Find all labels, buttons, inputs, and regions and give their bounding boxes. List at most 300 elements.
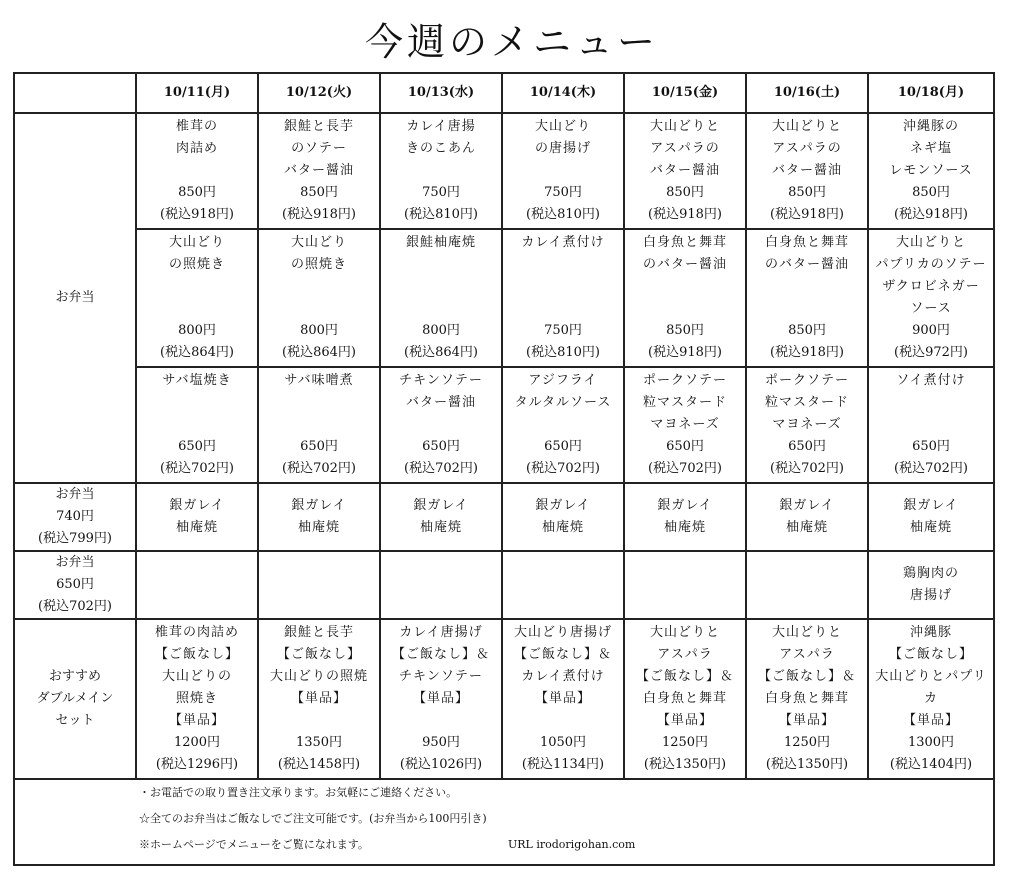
dish-name (758, 622, 856, 732)
price-with-tax: (税込702円) (526, 461, 600, 476)
price-block (160, 182, 234, 226)
day-header: 10/14(木) (502, 73, 624, 113)
dish-name-line: アスパラの (772, 141, 842, 156)
dish-name (176, 116, 218, 160)
menu-cell (746, 483, 868, 551)
price: 850円 (666, 185, 704, 200)
dish-name-line: マヨネーズ (650, 417, 720, 432)
dish-name-line: のソテー (291, 141, 347, 156)
menu-item (625, 114, 745, 228)
dish-name-line: の唐揚げ (534, 141, 591, 156)
dish-name (514, 622, 612, 710)
dish-name-line: 柚庵焼 (663, 520, 706, 535)
dish-name-line: のバター醤油 (642, 257, 727, 272)
dish-name-line: 銀鮭柚庵焼 (405, 235, 476, 250)
price-block (522, 732, 604, 776)
dish-name (169, 232, 225, 276)
dish-name-line: 肉詰め (175, 141, 218, 156)
menu-cell (868, 229, 994, 367)
price: 1300円 (907, 735, 955, 750)
website-url: URL irodorigohan.com (508, 838, 636, 851)
dish-name-line: 白身魚と舞茸 (764, 691, 849, 706)
price: 850円 (788, 185, 826, 200)
dish-name-line: 大山どり (534, 119, 591, 134)
dish-name-line: レモンソース (889, 163, 973, 178)
note-text: ☆全てのお弁当はご飯なしでご注文可能です。(お弁当から100円引き) (139, 812, 487, 825)
page-title: 今週のメニュー (364, 20, 659, 64)
dish-name-line: 粒マスタード (764, 395, 849, 410)
dish-name-line: サバ塩焼き (162, 373, 232, 388)
price-with-tax: (税込864円) (404, 345, 478, 360)
menu-cell (746, 619, 868, 779)
menu-cell (258, 113, 380, 229)
dish-name-line: 【ご飯なし】 (888, 647, 973, 662)
price-block (282, 320, 356, 364)
dish-name-line: 椎茸の肉詰め (154, 625, 239, 640)
price: 650円 (788, 439, 826, 454)
price-with-tax: (税込1134円) (521, 757, 605, 772)
bento-label: お弁当 (14, 113, 136, 483)
dish-name-line: 大山どり (290, 235, 347, 250)
menu-cell (868, 367, 994, 483)
day-header: 10/11(月) (136, 73, 258, 113)
menu-cell (380, 483, 502, 551)
menu-item (625, 230, 745, 366)
menu-item (869, 620, 993, 778)
price-block (766, 732, 848, 776)
dish-name (765, 232, 849, 276)
price-block (282, 182, 356, 226)
menu-item (381, 368, 501, 482)
dish-name-line: の照焼き (168, 257, 225, 272)
menu-item (747, 114, 867, 228)
dish-name-line: 白身魚と舞茸 (642, 691, 727, 706)
double-main-label-line: おすすめ (48, 669, 102, 684)
special-label-line: (税込702円) (38, 599, 112, 614)
day-header: 10/15(金) (624, 73, 746, 113)
menu-cell (380, 367, 502, 483)
menu-item (503, 620, 623, 778)
price: 1350円 (295, 735, 343, 750)
dish-name-line: 銀ガレイ (413, 498, 469, 513)
dish-name-line: 柚庵焼 (785, 520, 828, 535)
dish-name-line: チキンソテー (399, 373, 483, 388)
dish-name-line: ポークソテー (642, 373, 727, 388)
dish-name (399, 370, 483, 414)
dish-name (284, 116, 354, 182)
dish-name-line: カレイ煮付け (521, 669, 605, 684)
dish-name (643, 232, 727, 276)
menu-cell (258, 367, 380, 483)
menu-cell (624, 483, 746, 551)
header-row (14, 73, 994, 113)
price-block (894, 320, 968, 364)
menu-item (747, 230, 867, 366)
menu-cell (746, 113, 868, 229)
menu-item (869, 368, 993, 482)
price-with-tax: (税込1404円) (889, 757, 973, 772)
dish-name (889, 116, 972, 182)
price-block (770, 436, 844, 480)
price-block (770, 320, 844, 364)
price: 1250円 (661, 735, 709, 750)
dish-name-line: 鶏胸肉の (902, 566, 959, 581)
price-with-tax: (税込702円) (404, 461, 478, 476)
dish-name-line: 唐揚げ (909, 588, 952, 603)
menu-item (625, 620, 745, 778)
dish-name-line: タルタルソース (514, 395, 612, 410)
dish-name-line: 銀ガレイ (535, 498, 591, 513)
price: 750円 (544, 185, 582, 200)
menu-cell (380, 551, 502, 619)
price-block (156, 732, 238, 776)
price-with-tax: (税込810円) (526, 345, 600, 360)
dish-name (521, 232, 604, 254)
special-row (14, 551, 994, 619)
note-line (15, 806, 993, 832)
dish-name-line: ポークソテー (764, 373, 849, 388)
price: 850円 (788, 323, 826, 338)
price-with-tax: (税込702円) (160, 461, 234, 476)
special-row (14, 483, 994, 551)
dish-name-line: バター醤油 (649, 163, 720, 178)
dish-name (155, 622, 239, 732)
price: 650円 (912, 439, 950, 454)
price-with-tax: (税込918円) (770, 207, 844, 222)
dish-name-line: カ (923, 691, 938, 706)
dish-name-line: 銀ガレイ (291, 498, 347, 513)
dish-name-line: の照焼き (290, 257, 347, 272)
note-text: ・お電話での取り置き注文承ります。お気軽にご連絡ください。 (139, 786, 458, 799)
price-block (526, 320, 600, 364)
menu-cell (136, 113, 258, 229)
dish-name-line: 大山どり唐揚げ (513, 625, 612, 640)
price: 1250円 (783, 735, 831, 750)
dish-name-line: 大山どりと (771, 119, 842, 134)
dish-name-line: 【ご飯なし】＆ (757, 669, 856, 684)
special-label-line: 650円 (56, 577, 94, 592)
weekly-menu-table (13, 72, 995, 866)
dish-name-line: 【ご飯なし】＆ (513, 647, 612, 662)
dish-name-line: 沖縄豚の (902, 119, 959, 134)
dish-name-line: 柚庵焼 (541, 520, 584, 535)
double-main-label-line: セット (55, 713, 95, 728)
menu-cell (868, 483, 994, 551)
dish-name-line: カレイ唐揚げ (399, 625, 483, 640)
dish-name (406, 232, 476, 254)
special-label-line: (税込799円) (38, 531, 112, 546)
dish-name-line: 【ご飯なし】＆ (391, 647, 490, 662)
notes-row (14, 779, 994, 865)
menu-item (259, 368, 379, 482)
dish-name-line: 【ご飯なし】 (154, 647, 239, 662)
menu-item (747, 368, 867, 482)
menu-cell (136, 367, 258, 483)
dish-name-line: 銀ガレイ (169, 498, 225, 513)
menu-cell (624, 619, 746, 779)
menu-cell (258, 551, 380, 619)
menu-item (503, 368, 623, 482)
dish-name-line: 柚庵焼 (175, 520, 218, 535)
price-with-tax: (税込702円) (282, 461, 356, 476)
menu-item (259, 114, 379, 228)
dish-name-line: パプリカのソテー (875, 257, 987, 272)
dish-name-line: 【単品】 (290, 691, 347, 706)
price: 850円 (178, 185, 216, 200)
price-with-tax: (税込1350円) (643, 757, 727, 772)
menu-cell (380, 229, 502, 367)
dish-name-line: 銀ガレイ (779, 498, 835, 513)
dish-name (535, 116, 591, 160)
price: 800円 (178, 323, 216, 338)
dish-name-line: 銀ガレイ (903, 498, 959, 513)
dish-name-line: 【ご飯なし】＆ (635, 669, 734, 684)
menu-item (259, 230, 379, 366)
menu-cell (380, 113, 502, 229)
dish-name-line: 銀ガレイ (657, 498, 713, 513)
dish-name-line: アスパラの (650, 141, 720, 156)
menu-cell (136, 483, 258, 551)
dish-name (392, 622, 490, 710)
price-block (894, 182, 968, 226)
price-block (400, 732, 482, 776)
menu-cell (624, 113, 746, 229)
dish-name-line: 粒マスタード (642, 395, 727, 410)
dish-name-line: 白身魚と舞茸 (764, 235, 849, 250)
price-with-tax: (税込1350円) (765, 757, 849, 772)
menu-item (625, 368, 745, 482)
note-line (15, 832, 993, 858)
dish-name (875, 232, 986, 320)
dish-name-line: サバ味噌煮 (284, 373, 354, 388)
dish-name-line: 大山どりと (649, 119, 720, 134)
dish-name (643, 370, 727, 436)
price-block (644, 732, 726, 776)
dish-name-line: バター醤油 (405, 395, 476, 410)
note-line (15, 780, 993, 806)
menu-item (869, 230, 993, 366)
dish-name-line: 柚庵焼 (297, 520, 340, 535)
menu-cell (746, 229, 868, 367)
day-header: 10/12(火) (258, 73, 380, 113)
price-with-tax: (税込918円) (894, 207, 968, 222)
price: 750円 (544, 323, 582, 338)
price-block (278, 732, 360, 776)
dish-name-line: 銀鮭と長芋 (283, 119, 354, 134)
dish-name-line: カレイ唐揚 (406, 119, 476, 134)
menu-cell (136, 229, 258, 367)
dish-name (406, 116, 476, 160)
price-with-tax: (税込1458円) (277, 757, 361, 772)
price: 850円 (666, 323, 704, 338)
price-with-tax: (税込918円) (282, 207, 356, 222)
menu-item (747, 620, 867, 778)
price-block (648, 182, 722, 226)
dish-name-line: 銀鮭と長芋 (283, 625, 354, 640)
price: 900円 (912, 323, 950, 338)
menu-cell (746, 367, 868, 483)
dish-name-line: 大山どりと (649, 625, 720, 640)
dish-name-line: 柚庵焼 (419, 520, 462, 535)
dish-name-line: チキンソテー (399, 669, 483, 684)
price: 650円 (544, 439, 582, 454)
dish-name-line: ザクロビネガー (882, 279, 980, 294)
price-with-tax: (税込810円) (526, 207, 600, 222)
dish-name-line: カレイ煮付け (521, 235, 605, 250)
menu-item (503, 114, 623, 228)
menu-item (137, 620, 257, 778)
day-header: 10/18(月) (868, 73, 994, 113)
dish-name (765, 370, 849, 436)
dish-name-line: 大山どりと (895, 235, 966, 250)
dish-name-line: アジフライ (528, 373, 598, 388)
menu-cell (258, 619, 380, 779)
dish-name-line: のバター醤油 (764, 257, 849, 272)
price-with-tax: (税込918円) (648, 207, 722, 222)
price-block (404, 436, 478, 480)
price-block (282, 436, 356, 480)
double-main-label-line: ダブルメイン (36, 691, 114, 706)
price-block (648, 320, 722, 364)
dish-name-line: マヨネーズ (772, 417, 842, 432)
menu-cell (624, 367, 746, 483)
special-label-line: 740円 (56, 509, 94, 524)
menu-cell (502, 551, 624, 619)
price-with-tax: (税込918円) (770, 345, 844, 360)
price-with-tax: (税込864円) (160, 345, 234, 360)
dish-name-line: きのこあん (405, 141, 476, 156)
price: 650円 (300, 439, 338, 454)
dish-name-line: 【単品】 (412, 691, 469, 706)
day-header: 10/13(水) (380, 73, 502, 113)
dish-name (162, 370, 231, 392)
dish-name-line: 柚庵焼 (909, 520, 952, 535)
dish-name-line: バター醤油 (283, 163, 354, 178)
dish-name-line: バター醤油 (771, 163, 842, 178)
dish-name-line: 【単品】 (534, 691, 591, 706)
menu-item (259, 620, 379, 778)
price-with-tax: (税込918円) (160, 207, 234, 222)
dish-name-line: 【ご飯なし】 (276, 647, 361, 662)
price-block (894, 436, 968, 480)
dish-name-line: アスパラ (657, 647, 713, 662)
dish-name-line: アスパラ (779, 647, 835, 662)
price: 1200円 (173, 735, 221, 750)
dish-name-line: 【単品】 (778, 713, 835, 728)
price-with-tax: (税込864円) (282, 345, 356, 360)
price: 850円 (300, 185, 338, 200)
dish-name (772, 116, 842, 182)
menu-cell (136, 619, 258, 779)
price-with-tax: (税込702円) (648, 461, 722, 476)
price-with-tax: (税込972円) (894, 345, 968, 360)
dish-name (896, 370, 965, 392)
dish-name-line: 【単品】 (656, 713, 713, 728)
bento-row (14, 367, 994, 483)
price-with-tax: (税込810円) (404, 207, 478, 222)
double-main-label (14, 619, 136, 779)
menu-cell (502, 483, 624, 551)
bento-row (14, 229, 994, 367)
dish-name (515, 370, 612, 414)
dish-name (636, 622, 734, 732)
dish-name (875, 622, 986, 732)
dish-name-line: ソイ煮付け (896, 373, 966, 388)
menu-cell (746, 551, 868, 619)
dish-name-line: 椎茸の (175, 119, 218, 134)
menu-item (503, 230, 623, 366)
special-label (14, 551, 136, 619)
price-block (160, 320, 234, 364)
price-block (526, 182, 600, 226)
price: 750円 (422, 185, 460, 200)
dish-name-line: 大山どりとパプリ (875, 669, 987, 684)
price-with-tax: (税込1296円) (155, 757, 239, 772)
dish-name-line: ソース (910, 301, 952, 316)
price: 850円 (912, 185, 950, 200)
notes-cell (14, 779, 994, 865)
menu-item (869, 114, 993, 228)
menu-cell (868, 113, 994, 229)
note-text: ※ホームページでメニューをご覧になれます。 (139, 838, 369, 851)
price-block (890, 732, 972, 776)
dish-name-line: 白身魚と舞茸 (642, 235, 727, 250)
menu-cell (258, 229, 380, 367)
dish-name-line: 【単品】 (168, 713, 225, 728)
bento-row (14, 113, 994, 229)
day-header: 10/16(土) (746, 73, 868, 113)
price-block (648, 436, 722, 480)
dish-name-line: ネギ塩 (909, 141, 952, 156)
price-with-tax: (税込1026円) (399, 757, 483, 772)
dish-name-line: 大山どり (168, 235, 225, 250)
menu-cell (502, 229, 624, 367)
dish-name-line: 沖縄豚 (909, 625, 952, 640)
dish-name (650, 116, 720, 182)
menu-cell (502, 367, 624, 483)
menu-cell (868, 619, 994, 779)
price: 650円 (666, 439, 704, 454)
price: 800円 (300, 323, 338, 338)
menu-cell (624, 229, 746, 367)
price: 800円 (422, 323, 460, 338)
dish-name-line: 大山どりの (161, 669, 232, 684)
special-label-line: お弁当 (55, 487, 95, 502)
price-with-tax: (税込702円) (894, 461, 968, 476)
special-label (14, 483, 136, 551)
menu-cell (502, 113, 624, 229)
dish-name-line: 照焼き (175, 691, 218, 706)
price: 950円 (422, 735, 460, 750)
special-label-line: お弁当 (55, 555, 95, 570)
menu-cell (868, 551, 994, 619)
double-main-row (14, 619, 994, 779)
dish-name (291, 232, 347, 276)
price: 1050円 (539, 735, 587, 750)
menu-item (137, 114, 257, 228)
menu-item (137, 368, 257, 482)
price: 650円 (422, 439, 460, 454)
menu-cell (502, 619, 624, 779)
menu-cell (136, 551, 258, 619)
price-block (526, 436, 600, 480)
dish-name (284, 370, 353, 392)
price-block (404, 182, 478, 226)
menu-cell (624, 551, 746, 619)
price-with-tax: (税込702円) (770, 461, 844, 476)
menu-cell (380, 619, 502, 779)
dish-name-line: 大山どりの照焼 (269, 669, 368, 684)
